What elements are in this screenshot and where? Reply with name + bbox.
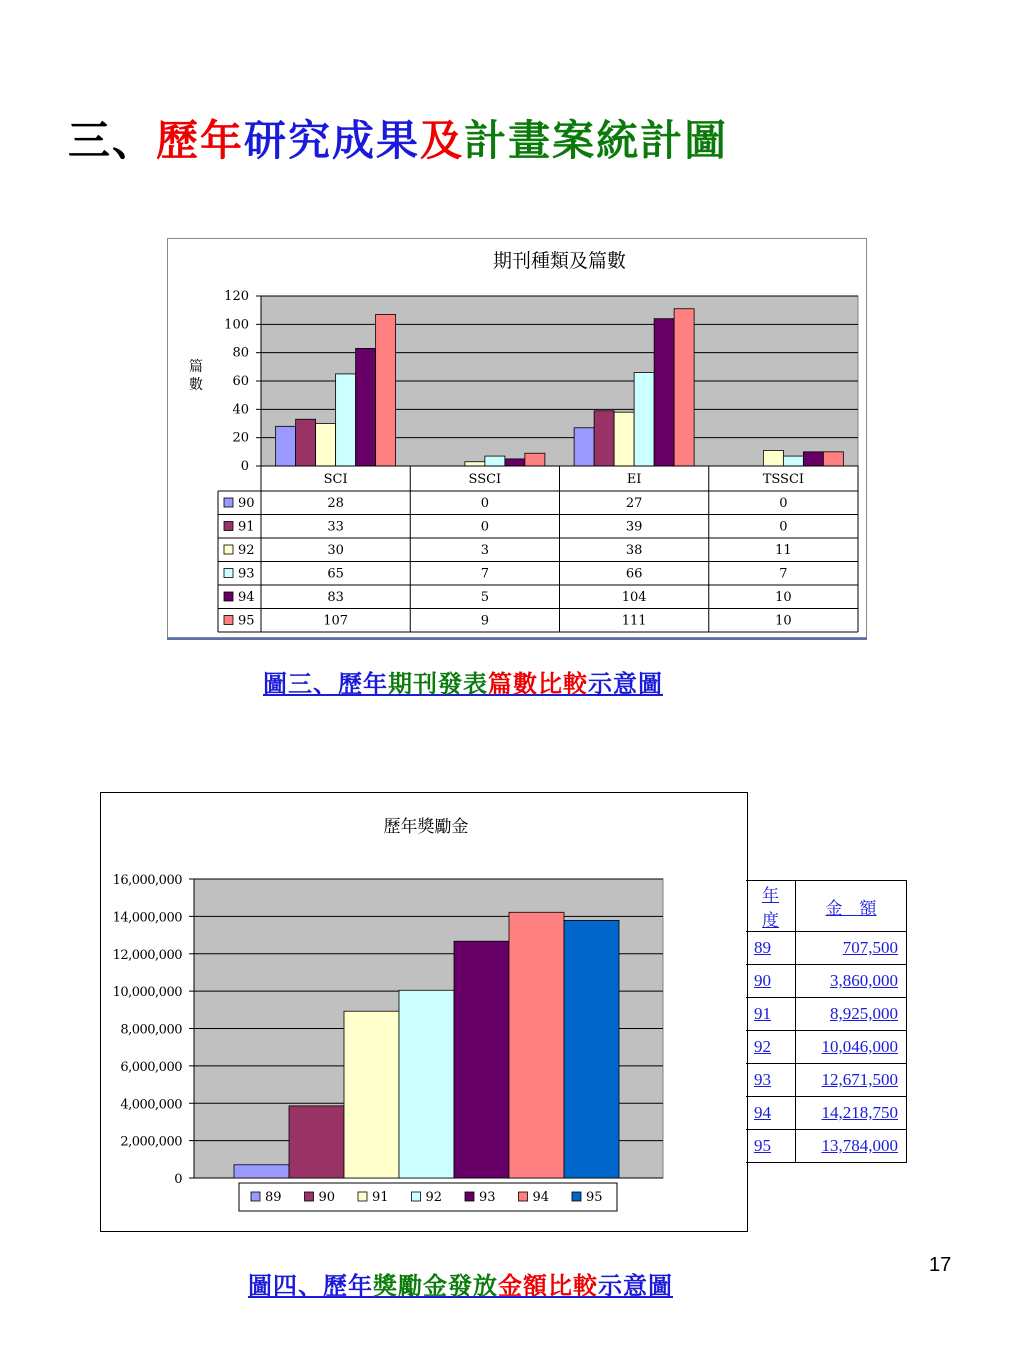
data-label: 0	[480, 496, 490, 511]
data-label: 104	[621, 590, 647, 605]
y-tick-label: 0	[240, 459, 249, 474]
year-cell[interactable]: 91	[746, 998, 796, 1031]
amount-cell[interactable]: 3,860,000	[796, 965, 907, 998]
page-number: 17	[929, 1254, 952, 1276]
legend-swatch	[465, 1192, 474, 1201]
data-label: 0	[779, 519, 788, 535]
data-label: 11	[775, 543, 792, 558]
bar	[356, 348, 376, 466]
data-label: 83	[327, 590, 344, 605]
page-title	[68, 108, 728, 168]
award-chart	[101, 793, 747, 1231]
amount-cell[interactable]: 10,046,000	[796, 1031, 907, 1064]
y-tick-label: 80	[232, 345, 249, 361]
year-header[interactable]: 年度	[746, 881, 796, 932]
y-tick-label: 20	[232, 430, 249, 446]
legend-label: 90	[318, 1190, 336, 1205]
amount-cell[interactable]: 12,671,500	[796, 1064, 907, 1097]
title-part: 計畫案統計圖	[464, 116, 729, 165]
data-label: 65	[327, 566, 344, 582]
title-part: 及	[420, 116, 465, 165]
legend-swatch	[224, 498, 233, 507]
figure-4-caption	[248, 1266, 673, 1301]
y-tick-label: 100	[224, 317, 249, 333]
bar	[674, 309, 694, 466]
bar	[525, 453, 545, 466]
figure-3-caption	[263, 664, 663, 699]
data-label: 10	[775, 590, 792, 605]
legend-swatch	[224, 522, 233, 531]
legend-swatch	[224, 545, 233, 554]
legend-label: 94	[238, 590, 255, 605]
amount-cell[interactable]: 8,925,000	[796, 998, 907, 1031]
data-label: 7	[480, 566, 490, 582]
legend-swatch	[224, 569, 233, 578]
bar	[376, 314, 396, 466]
y-tick-label: 120	[224, 289, 249, 304]
caption1-part: 示意圖	[588, 669, 663, 698]
bar	[654, 319, 674, 466]
table-row	[746, 965, 907, 998]
year-cell[interactable]: 93	[746, 1064, 796, 1097]
category-label: EI	[626, 472, 642, 487]
bar	[763, 450, 783, 466]
data-label: 107	[323, 613, 349, 629]
year-cell[interactable]: 90	[746, 965, 796, 998]
journal-chart	[168, 239, 866, 637]
bar	[234, 1165, 289, 1178]
bar	[509, 912, 564, 1178]
legend-swatch	[224, 616, 233, 625]
legend-label: 95	[586, 1190, 603, 1205]
y-axis-label: 篇	[189, 359, 203, 375]
caption2-part: 獎勵金發放	[373, 1271, 498, 1300]
category-label: SCI	[323, 472, 348, 487]
bar	[783, 456, 803, 466]
bar	[316, 424, 336, 467]
bar	[505, 459, 525, 466]
data-label: 27	[625, 496, 643, 511]
year-cell[interactable]: 92	[746, 1031, 796, 1064]
chart-title: 期刊種類及篇數	[492, 250, 627, 272]
table-row	[746, 932, 907, 965]
bar	[485, 456, 505, 466]
caption2-part: 示意圖	[598, 1271, 673, 1300]
legend-label: 89	[265, 1190, 282, 1205]
legend-label: 92	[425, 1190, 443, 1205]
year-cell[interactable]: 95	[746, 1130, 796, 1163]
data-label: 33	[327, 519, 344, 535]
legend-label: 95	[238, 613, 255, 629]
legend-swatch	[224, 592, 233, 601]
legend-label: 90	[238, 496, 255, 511]
y-tick-label: 2,000,000	[120, 1134, 182, 1150]
title-part: 三、	[68, 116, 157, 165]
y-tick-label: 8,000,000	[120, 1022, 182, 1038]
amount-header[interactable]: 金 額	[796, 881, 907, 932]
chart-title: 歷年獎勵金	[383, 817, 469, 837]
caption1-part: 圖三、歷年	[263, 669, 388, 698]
caption2-part: 圖四、歷年	[248, 1271, 373, 1300]
bar	[336, 374, 356, 466]
y-tick-label: 12,000,000	[112, 947, 182, 963]
table-row	[746, 1031, 907, 1064]
legend-swatch	[519, 1192, 528, 1201]
data-label: 5	[480, 590, 490, 605]
journal-chart-panel	[167, 238, 867, 638]
bar	[296, 419, 316, 466]
y-tick-label: 6,000,000	[120, 1059, 182, 1075]
table-row	[746, 998, 907, 1031]
bar	[454, 941, 509, 1178]
bar	[574, 428, 594, 466]
title-part: 研究成果	[244, 116, 421, 165]
y-tick-label: 10,000,000	[112, 985, 182, 1001]
data-label: 39	[625, 519, 643, 535]
legend-label: 93	[238, 566, 255, 582]
y-tick-label: 16,000,000	[112, 873, 182, 888]
legend-label: 92	[238, 543, 255, 558]
y-tick-label: 4,000,000	[120, 1097, 182, 1113]
award-chart-panel	[100, 792, 748, 1232]
bar	[289, 1106, 344, 1178]
y-axis-label: 數	[189, 377, 203, 393]
data-label: 9	[480, 613, 490, 629]
data-label: 0	[779, 496, 788, 511]
year-cell[interactable]: 89	[746, 932, 796, 965]
legend-swatch	[412, 1192, 421, 1201]
bar	[803, 452, 823, 466]
y-tick-label: 60	[232, 374, 249, 389]
legend-swatch	[251, 1192, 260, 1201]
award-table	[746, 880, 907, 1163]
category-label: TSSCI	[762, 472, 805, 487]
bar	[634, 373, 654, 467]
table-row	[746, 1097, 907, 1130]
legend-label: 91	[238, 519, 255, 535]
y-tick-label: 40	[232, 402, 249, 418]
legend-label: 93	[479, 1190, 496, 1205]
data-label: 0	[480, 519, 490, 535]
legend-swatch	[305, 1192, 314, 1201]
legend-swatch	[572, 1192, 581, 1201]
data-label: 66	[625, 566, 643, 582]
data-label: 28	[327, 496, 344, 511]
bar	[465, 462, 485, 466]
legend-label: 94	[532, 1190, 550, 1205]
data-label: 38	[625, 543, 643, 558]
amount-cell[interactable]: 14,218,750	[796, 1097, 907, 1130]
caption1-part: 期刊發表	[388, 669, 488, 698]
category-label: SSCI	[468, 472, 502, 487]
legend-label: 91	[372, 1190, 389, 1205]
bar	[564, 920, 619, 1178]
bar	[344, 1011, 399, 1178]
amount-cell[interactable]: 13,784,000	[796, 1130, 907, 1163]
table-row	[746, 1064, 907, 1097]
amount-cell[interactable]: 707,500	[796, 932, 907, 965]
title-part: 歷年	[156, 116, 245, 165]
y-tick-label: 0	[174, 1172, 182, 1187]
bar	[614, 412, 634, 466]
bar	[594, 411, 614, 466]
data-label: 30	[327, 543, 344, 558]
year-cell[interactable]: 94	[746, 1097, 796, 1130]
data-label: 7	[779, 566, 788, 582]
legend-swatch	[358, 1192, 367, 1201]
table-row	[746, 1130, 907, 1163]
award-table-header	[746, 881, 907, 932]
bar	[823, 452, 843, 466]
data-label: 10	[775, 613, 792, 629]
data-label: 111	[621, 613, 647, 629]
caption1-part: 篇數比較	[488, 669, 588, 698]
y-tick-label: 14,000,000	[112, 910, 182, 926]
caption2-part: 金額比較	[498, 1271, 598, 1300]
data-label: 3	[480, 543, 490, 558]
bar	[399, 990, 454, 1178]
bar	[276, 426, 296, 466]
